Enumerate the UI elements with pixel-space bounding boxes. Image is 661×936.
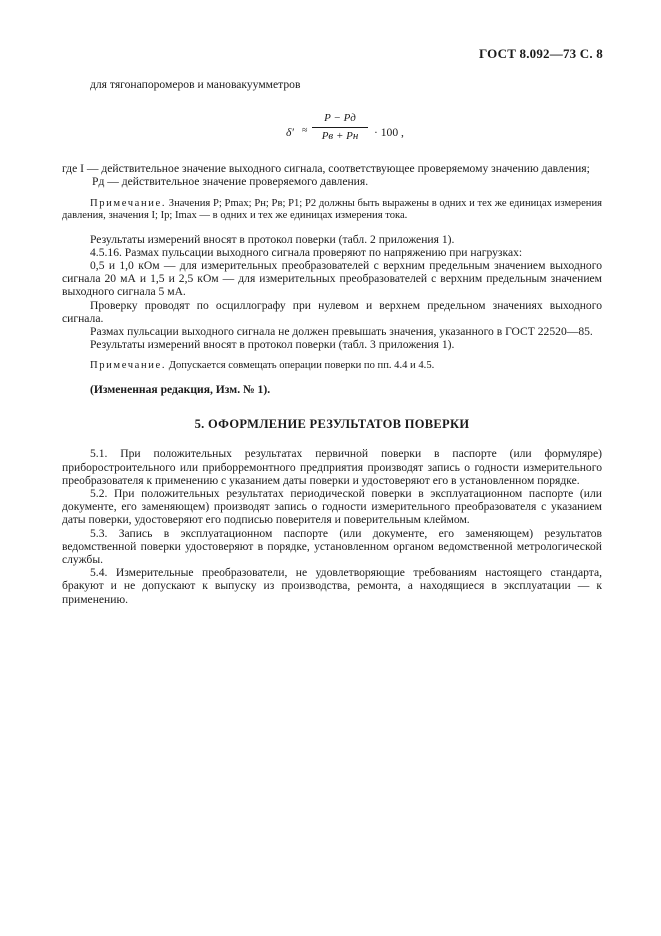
section-paragraph: 5.3. Запись в эксплуатационном паспорте (или документе, его заменяющем) результатов ведомственной поверки удостоверяют в порядке, установленном органом ведомственной метрологической службы. <box>62 526 602 566</box>
note-1-label: Примечание. <box>90 197 167 209</box>
page-content <box>62 78 602 606</box>
section-paragraph: 5.4. Измерительные преобразователи, не удовлетворяющие требованиям настоящего стандарта, бракуют и не допускают к выпуску из производства, ремонта, а находящиеся в эксплуатации — к применению. <box>62 566 602 606</box>
paragraph: Размах пульсации выходного сигнала не должен превышать значения, указанного в ГОСТ 22520—85. <box>90 325 593 339</box>
section-paragraph: 5.2. При положительных результатах периодической поверки в эксплуатационном паспорте (или документе, его заменяющем) производят запись о годности измерительного преобразователя с указанием даты поверки, удостоверяют его подписью поверителя и поверительным клеймом. <box>62 486 602 527</box>
note-1 <box>62 198 602 223</box>
paragraph: Результаты измерений вносят в протокол поверки (табл. 3 приложения 1). <box>90 338 455 352</box>
formula-approx: ≈ <box>302 125 308 137</box>
paragraph: Результаты измерений вносят в протокол поверки (табл. 2 приложения 1). <box>90 232 455 246</box>
formula-denominator: Pв + Pн <box>321 130 359 143</box>
note-2-text: Допускается совмещать операции поверки по пп. 4.4 и 4.5. <box>168 360 435 372</box>
paragraphs-block-a <box>62 233 602 352</box>
formula-numerator: P − Pд <box>312 112 368 128</box>
note-2-label: Примечание. <box>90 360 167 372</box>
revision-note: (Измененная редакция, Изм. № 1). <box>90 382 271 396</box>
formula <box>62 100 602 154</box>
where-line-2: Pд — действительное значение проверяемого давления. <box>92 175 369 189</box>
paragraph: 0,5 и 1,0 кОм — для измерительных преобразователей с верхним предельным значением выходного сигнала 20 мА и 1,5 и 2,5 кОм — для измерительных преобразователей с верхним предельным значением выходного сигнала 5 мА. <box>62 259 602 299</box>
formula-fraction <box>312 112 368 143</box>
section-paragraph: 5.1. При положительных результатах первичной поверки в паспорте (или формуляре) приборостроительного или приборремонтного предприятия производят запись о годности измерительного преобразователя к применению с указанием даты поверки и удостоверяют его в установленном порядке. <box>62 447 602 487</box>
note-2 <box>62 360 602 373</box>
paragraph: Проверку проводят по осциллографу при нулевом и верхнем предельном значениях выходного сигнала. <box>62 298 602 325</box>
formula-delta: δ′ <box>286 126 294 140</box>
where-line-1: где I — действительное значение выходного сигнала, соответствующее проверяемому значению давления; <box>62 162 590 176</box>
page-header: ГОСТ 8.092—73 С. 8 <box>478 46 603 61</box>
section-title: 5. ОФОРМЛЕНИЕ РЕЗУЛЬТАТОВ ПОВЕРКИ <box>194 417 470 432</box>
where-block <box>62 162 602 188</box>
paragraph: 4.5.16. Размах пульсации выходного сигнала проверяют по напряжению при нагрузках: <box>90 245 523 259</box>
formula-multiplier: · 100 , <box>374 126 404 140</box>
note-1-text: Значения P; Pmax; Pн; Pв; P1; P2 должны быть выражены в одних и тех же единицах измерения давления, значения I; Ip; Imax — в одних и тех же единицах измерения тока. <box>62 197 602 222</box>
intro-line: для тягонапоромеров и мановакуумметров <box>90 78 301 91</box>
section-paragraphs <box>62 447 602 605</box>
